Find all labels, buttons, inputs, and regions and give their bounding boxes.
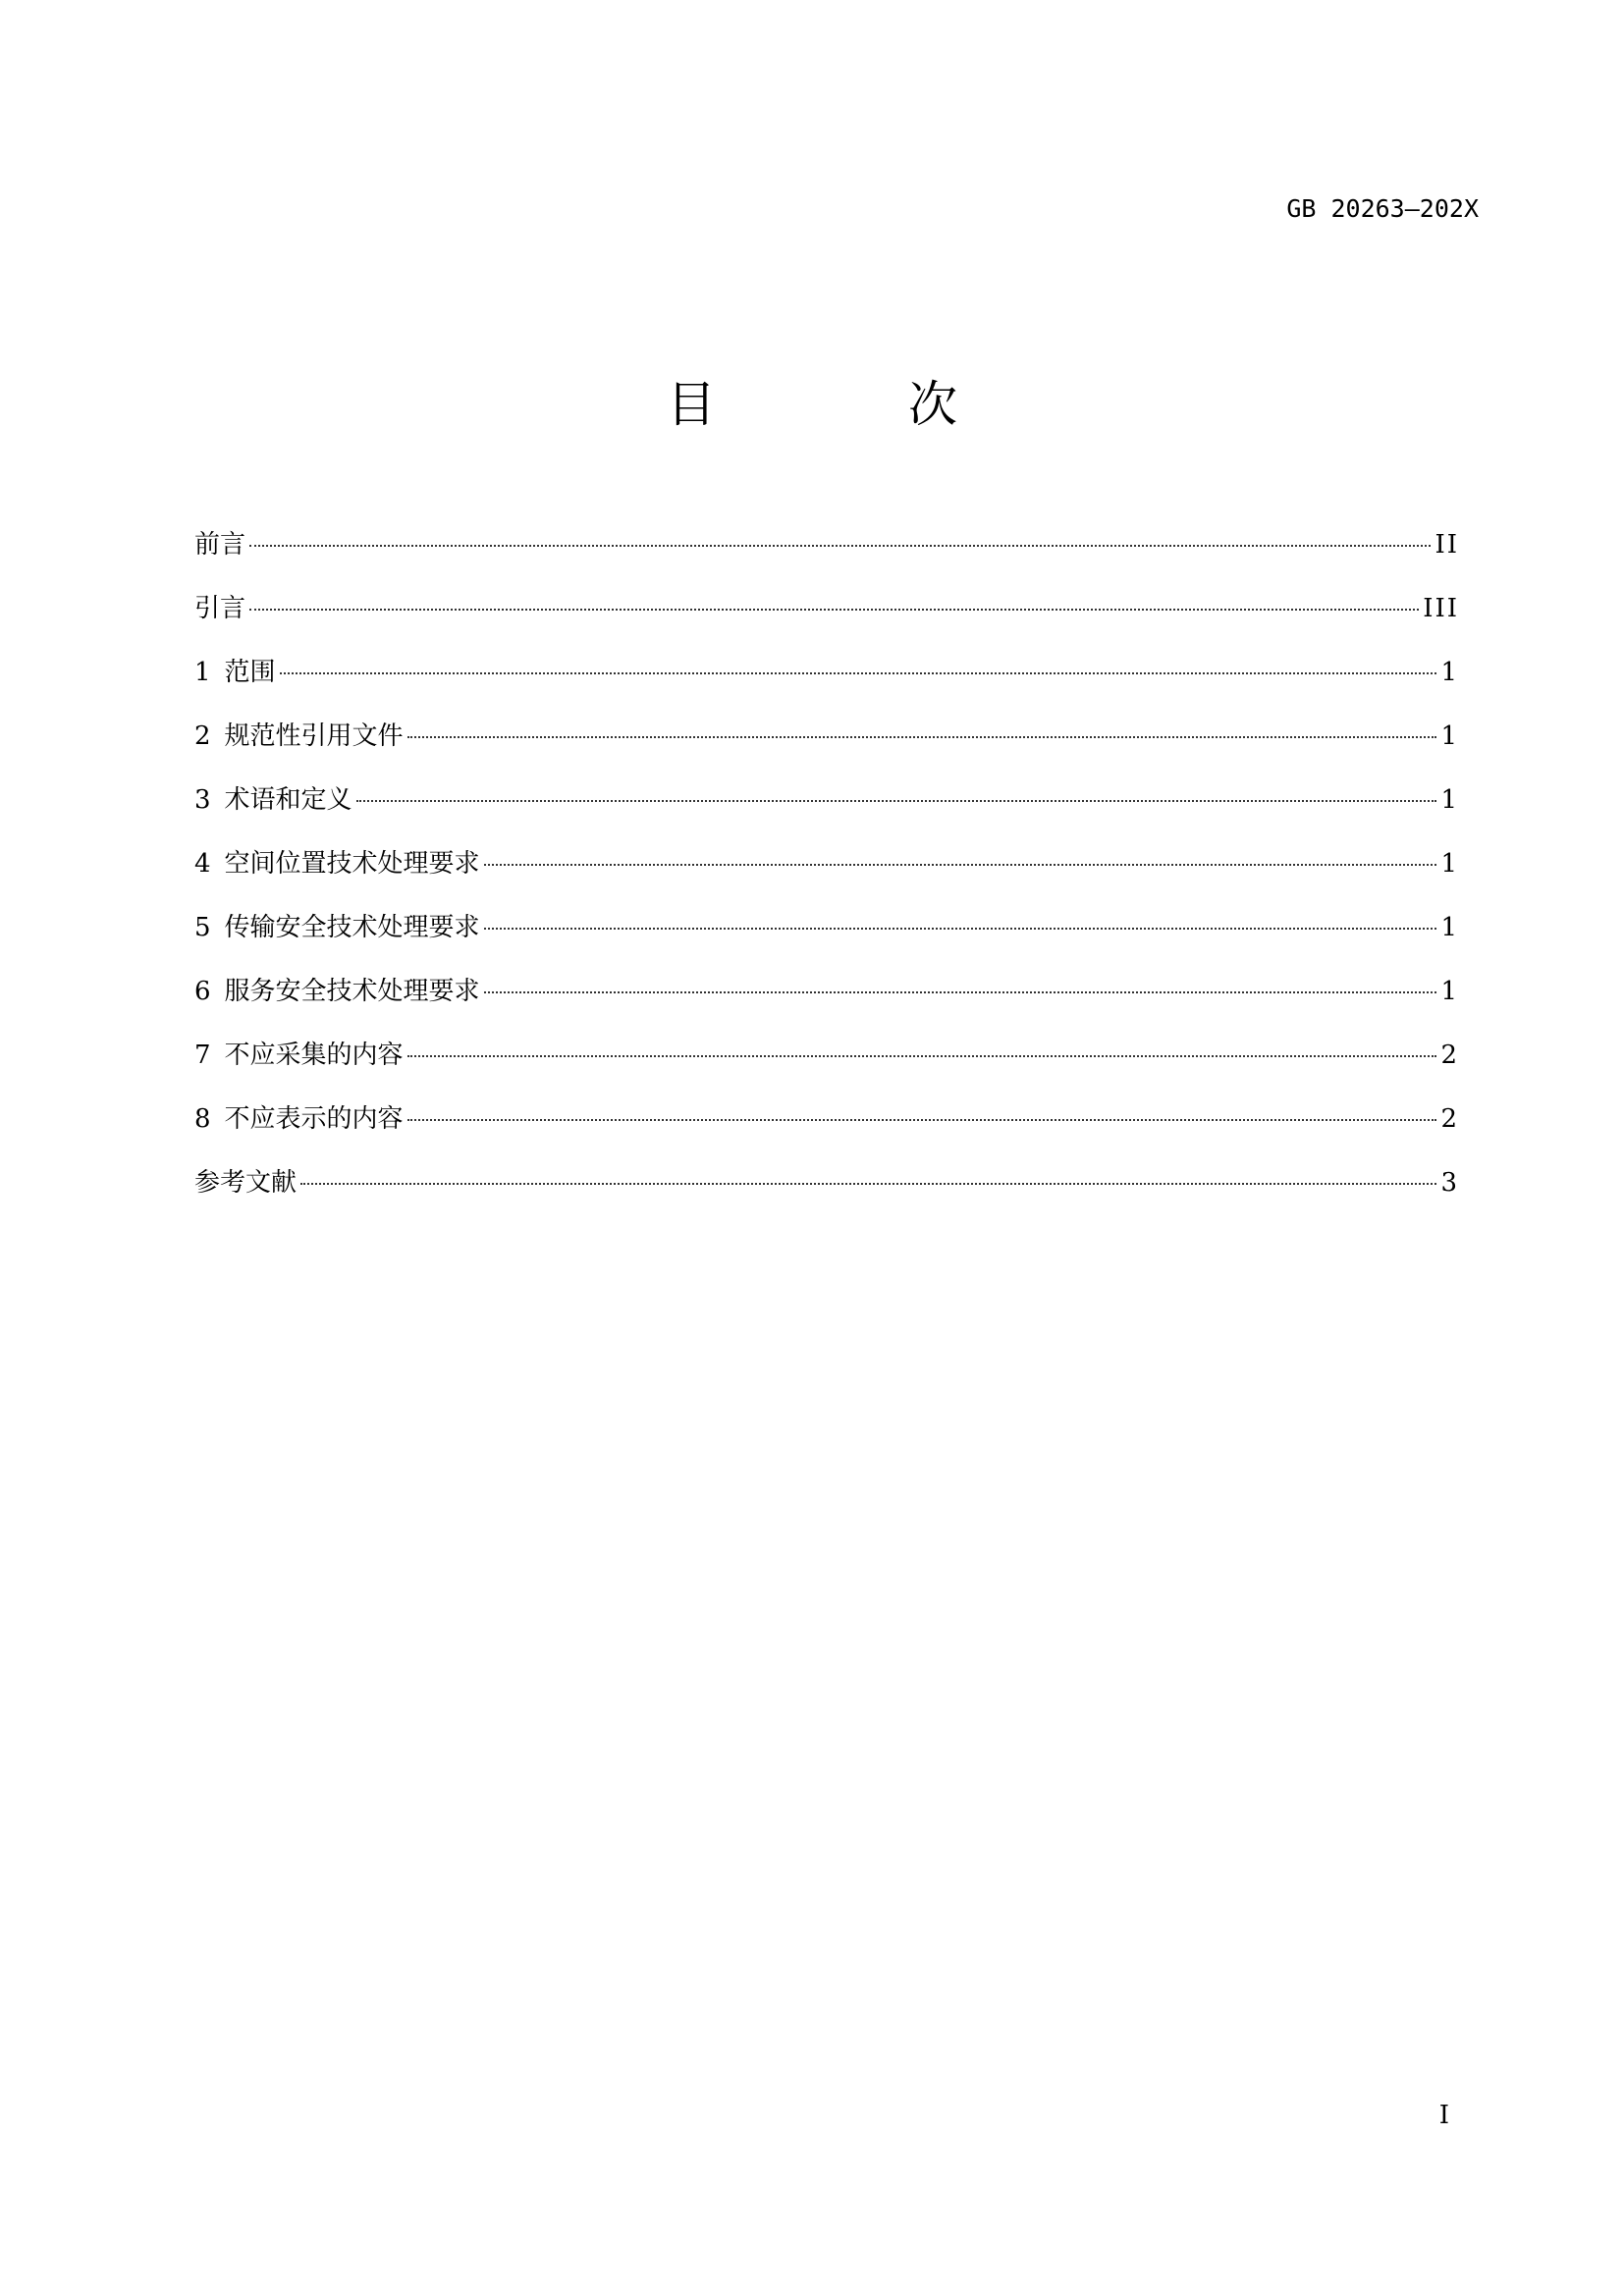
toc-entry-page: 1 bbox=[1440, 849, 1459, 879]
toc-entry-page: II bbox=[1435, 530, 1459, 560]
toc-entry-section-2[interactable] bbox=[194, 720, 1459, 783]
toc-entry-label: 前言 bbox=[194, 530, 246, 560]
toc-entry-number: 6 bbox=[194, 977, 211, 1006]
toc-entry-bibliography[interactable] bbox=[194, 1166, 1459, 1230]
toc-entry-label: 范围 bbox=[224, 658, 276, 687]
toc-dot-leader bbox=[484, 864, 1437, 866]
toc-entry-page: 1 bbox=[1440, 913, 1459, 942]
table-of-contents bbox=[194, 528, 1459, 1230]
toc-title: 目 次 bbox=[667, 376, 1046, 433]
toc-entry-page: 1 bbox=[1440, 977, 1459, 1006]
document-code: GB 20263—202X bbox=[1286, 194, 1479, 223]
toc-entry-page: 1 bbox=[1440, 785, 1459, 815]
toc-entry-number: 7 bbox=[194, 1041, 211, 1070]
toc-entry-label: 术语和定义 bbox=[224, 785, 352, 815]
toc-dot-leader bbox=[356, 800, 1437, 802]
toc-dot-leader bbox=[407, 736, 1437, 738]
toc-entry-label: 参考文献 bbox=[194, 1168, 298, 1198]
toc-entry-section-1[interactable] bbox=[194, 656, 1459, 720]
toc-entry-label: 传输安全技术处理要求 bbox=[224, 913, 480, 942]
toc-dot-leader bbox=[484, 991, 1437, 993]
toc-entry-number: 3 bbox=[194, 785, 211, 815]
toc-dot-leader bbox=[407, 1119, 1437, 1121]
toc-entry-section-7[interactable] bbox=[194, 1039, 1459, 1102]
toc-entry-page: III bbox=[1423, 594, 1459, 623]
toc-entry-label: 不应采集的内容 bbox=[224, 1041, 404, 1070]
toc-dot-leader bbox=[280, 672, 1437, 674]
toc-entry-introduction[interactable] bbox=[194, 592, 1459, 656]
toc-entry-number: 1 bbox=[194, 658, 211, 687]
page-number: I bbox=[1438, 2101, 1449, 2130]
toc-entry-number: 4 bbox=[194, 849, 211, 879]
toc-entry-label: 不应表示的内容 bbox=[224, 1104, 404, 1134]
toc-entry-section-4[interactable] bbox=[194, 847, 1459, 911]
toc-entry-section-8[interactable] bbox=[194, 1102, 1459, 1166]
toc-dot-leader bbox=[249, 609, 1419, 611]
toc-entry-page: 1 bbox=[1440, 721, 1459, 751]
toc-entry-number: 2 bbox=[194, 721, 211, 751]
toc-entry-label: 空间位置技术处理要求 bbox=[224, 849, 480, 879]
toc-entry-number: 8 bbox=[194, 1104, 211, 1134]
toc-entry-page: 2 bbox=[1440, 1041, 1459, 1070]
toc-entry-section-3[interactable] bbox=[194, 783, 1459, 847]
toc-entry-label: 引言 bbox=[194, 594, 246, 623]
toc-entry-label: 服务安全技术处理要求 bbox=[224, 977, 480, 1006]
toc-dot-leader bbox=[300, 1183, 1436, 1185]
toc-entry-label: 规范性引用文件 bbox=[224, 721, 404, 751]
toc-dot-leader bbox=[484, 928, 1437, 930]
toc-entry-page: 1 bbox=[1440, 658, 1459, 687]
toc-dot-leader bbox=[407, 1055, 1437, 1057]
toc-entry-section-6[interactable] bbox=[194, 975, 1459, 1039]
toc-entry-foreword[interactable] bbox=[194, 528, 1459, 592]
toc-entry-page: 3 bbox=[1440, 1168, 1459, 1198]
toc-entry-section-5[interactable] bbox=[194, 911, 1459, 975]
toc-entry-number: 5 bbox=[194, 913, 211, 942]
toc-entry-page: 2 bbox=[1440, 1104, 1459, 1134]
toc-dot-leader bbox=[249, 545, 1431, 547]
